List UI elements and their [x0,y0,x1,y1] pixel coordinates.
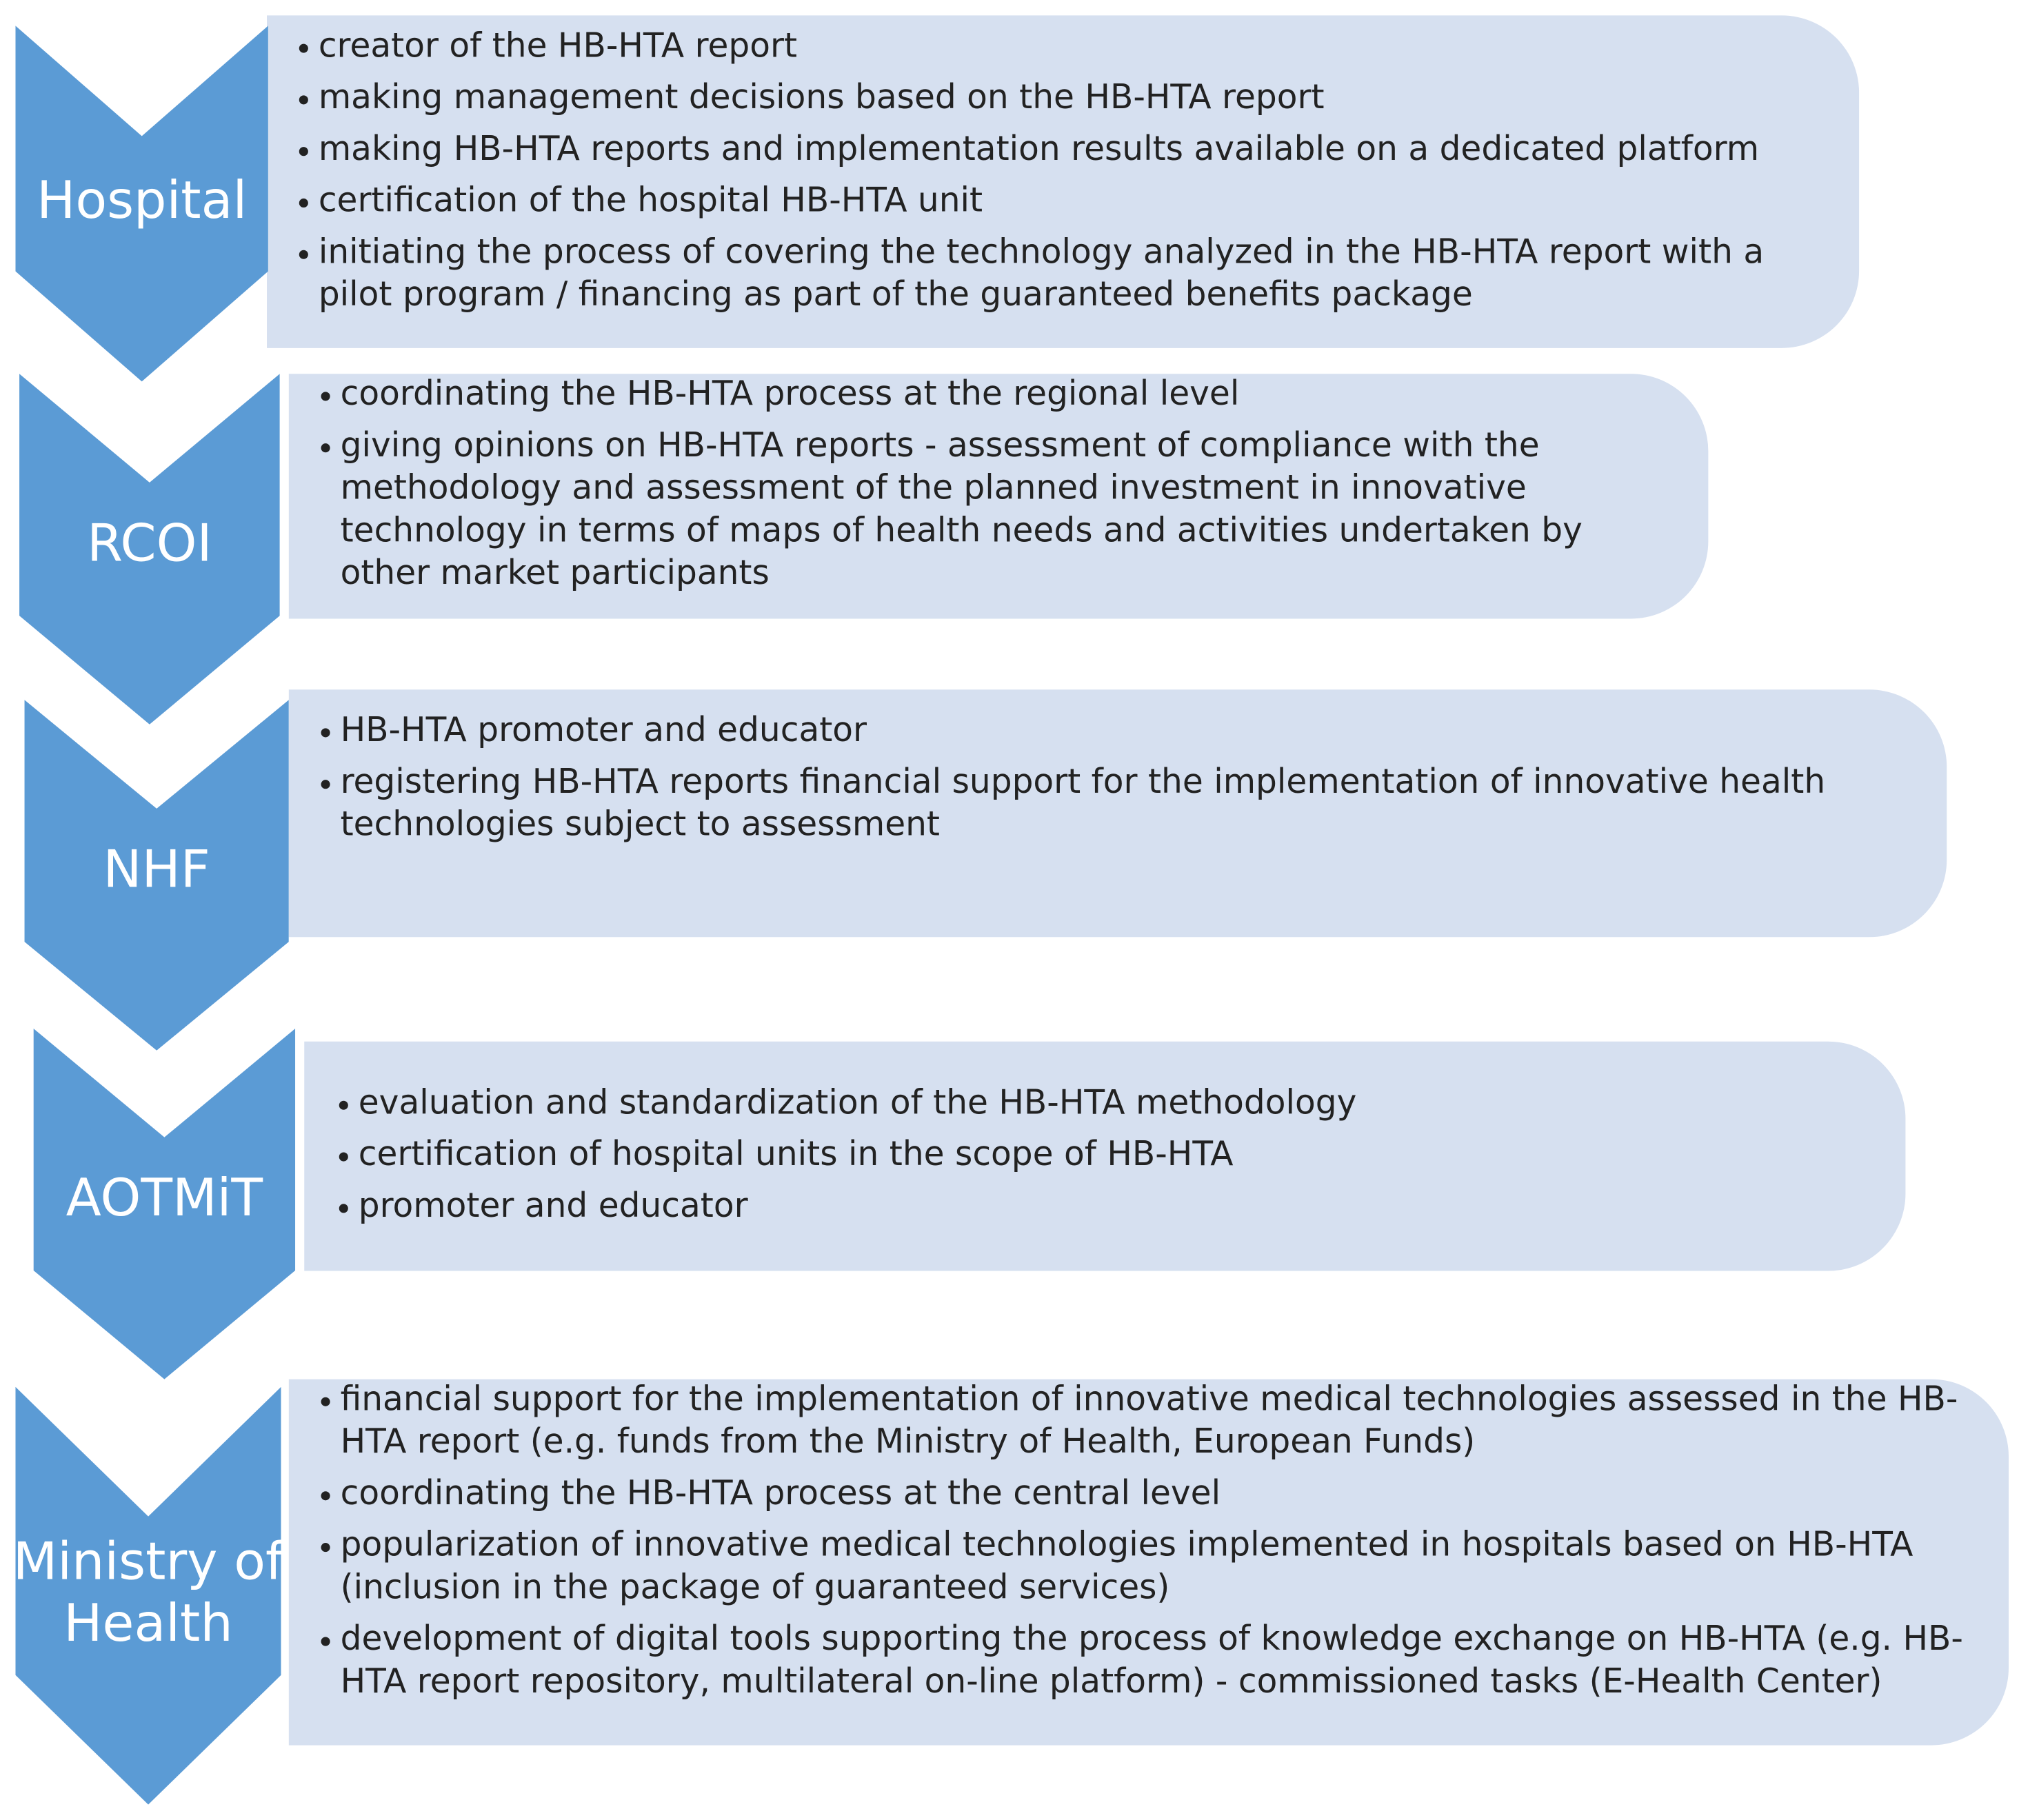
stage-item-list [335,1083,1854,1228]
stage-chevron [25,700,289,1051]
stage-item: promoter and educator [335,1186,1854,1228]
stage-label: RCOI [87,514,212,574]
stage-label: AOTMiT [66,1169,263,1228]
stage-item-list [317,710,1896,847]
stage-item: coordinating the HB-HTA process at the central level [317,1473,1973,1516]
stage-details-box [289,374,1709,618]
stage-details-box [304,1042,1905,1271]
stage-item: registering HB-HTA reports financial support for the implementation of innovative health technologies subject to assessment [317,762,1896,847]
stage-item-list [317,1379,1973,1704]
stage-item: certification of the hospital HB-HTA unit [295,181,1807,223]
stage-item: evaluation and standardization of the HB-HTA methodology [335,1083,1854,1126]
stage-item: creator of the HB-HTA report [295,26,1807,68]
stage-chevron [12,1387,284,1805]
stage-chevron [34,1029,296,1379]
stage-chevron [15,26,268,381]
stage-item: financial support for the implementation of innovative medical technologies assessed in the HB-HTA report (e.g. funds from the Ministry of Health, European Funds) [317,1379,1973,1464]
stage-item: popularization of innovative medical technologies implemented in hospitals based on HB-HTA (inclusion in the package of guaranteed services) [317,1525,1973,1610]
stage-details-box [267,15,1859,347]
stage-chevron [19,374,280,725]
stage-item: making management decisions based on the HB-HTA report [295,77,1807,120]
stage-label: Ministry of Health [12,1533,284,1654]
stage-item: giving opinions on HB-HTA reports - assessment of compliance with the methodology and assessment of the planned investment in innovative technology in terms of maps of health needs and activities undertaken by other market participants [317,425,1657,596]
stage-item: making HB-HTA reports and implementation results available on a dedicated platform [295,129,1807,172]
stage-item-list [295,26,1807,317]
stage-item: development of digital tools supporting the process of knowledge exchange on HB-HTA (e.g. HB-HTA report repository, multilateral on-line platform) - commissioned tasks (E-Health Center) [317,1619,1973,1703]
stage-item: coordinating the HB-HTA process at the regional level [317,374,1657,416]
stage-item: certification of hospital units in the scope of HB-HTA [335,1134,1854,1177]
stage-item: initiating the process of covering the technology analyzed in the HB-HTA report with a pilot program / financing as part of the guaranteed benefits package [295,232,1807,317]
stage-details-box [289,1379,2009,1746]
stage-item-list [317,374,1657,596]
stage-details-box [289,689,1947,937]
stage-label: NHF [103,840,210,900]
stage-label: Hospital [37,171,248,231]
stage-item: HB-HTA promoter and educator [317,710,1896,753]
